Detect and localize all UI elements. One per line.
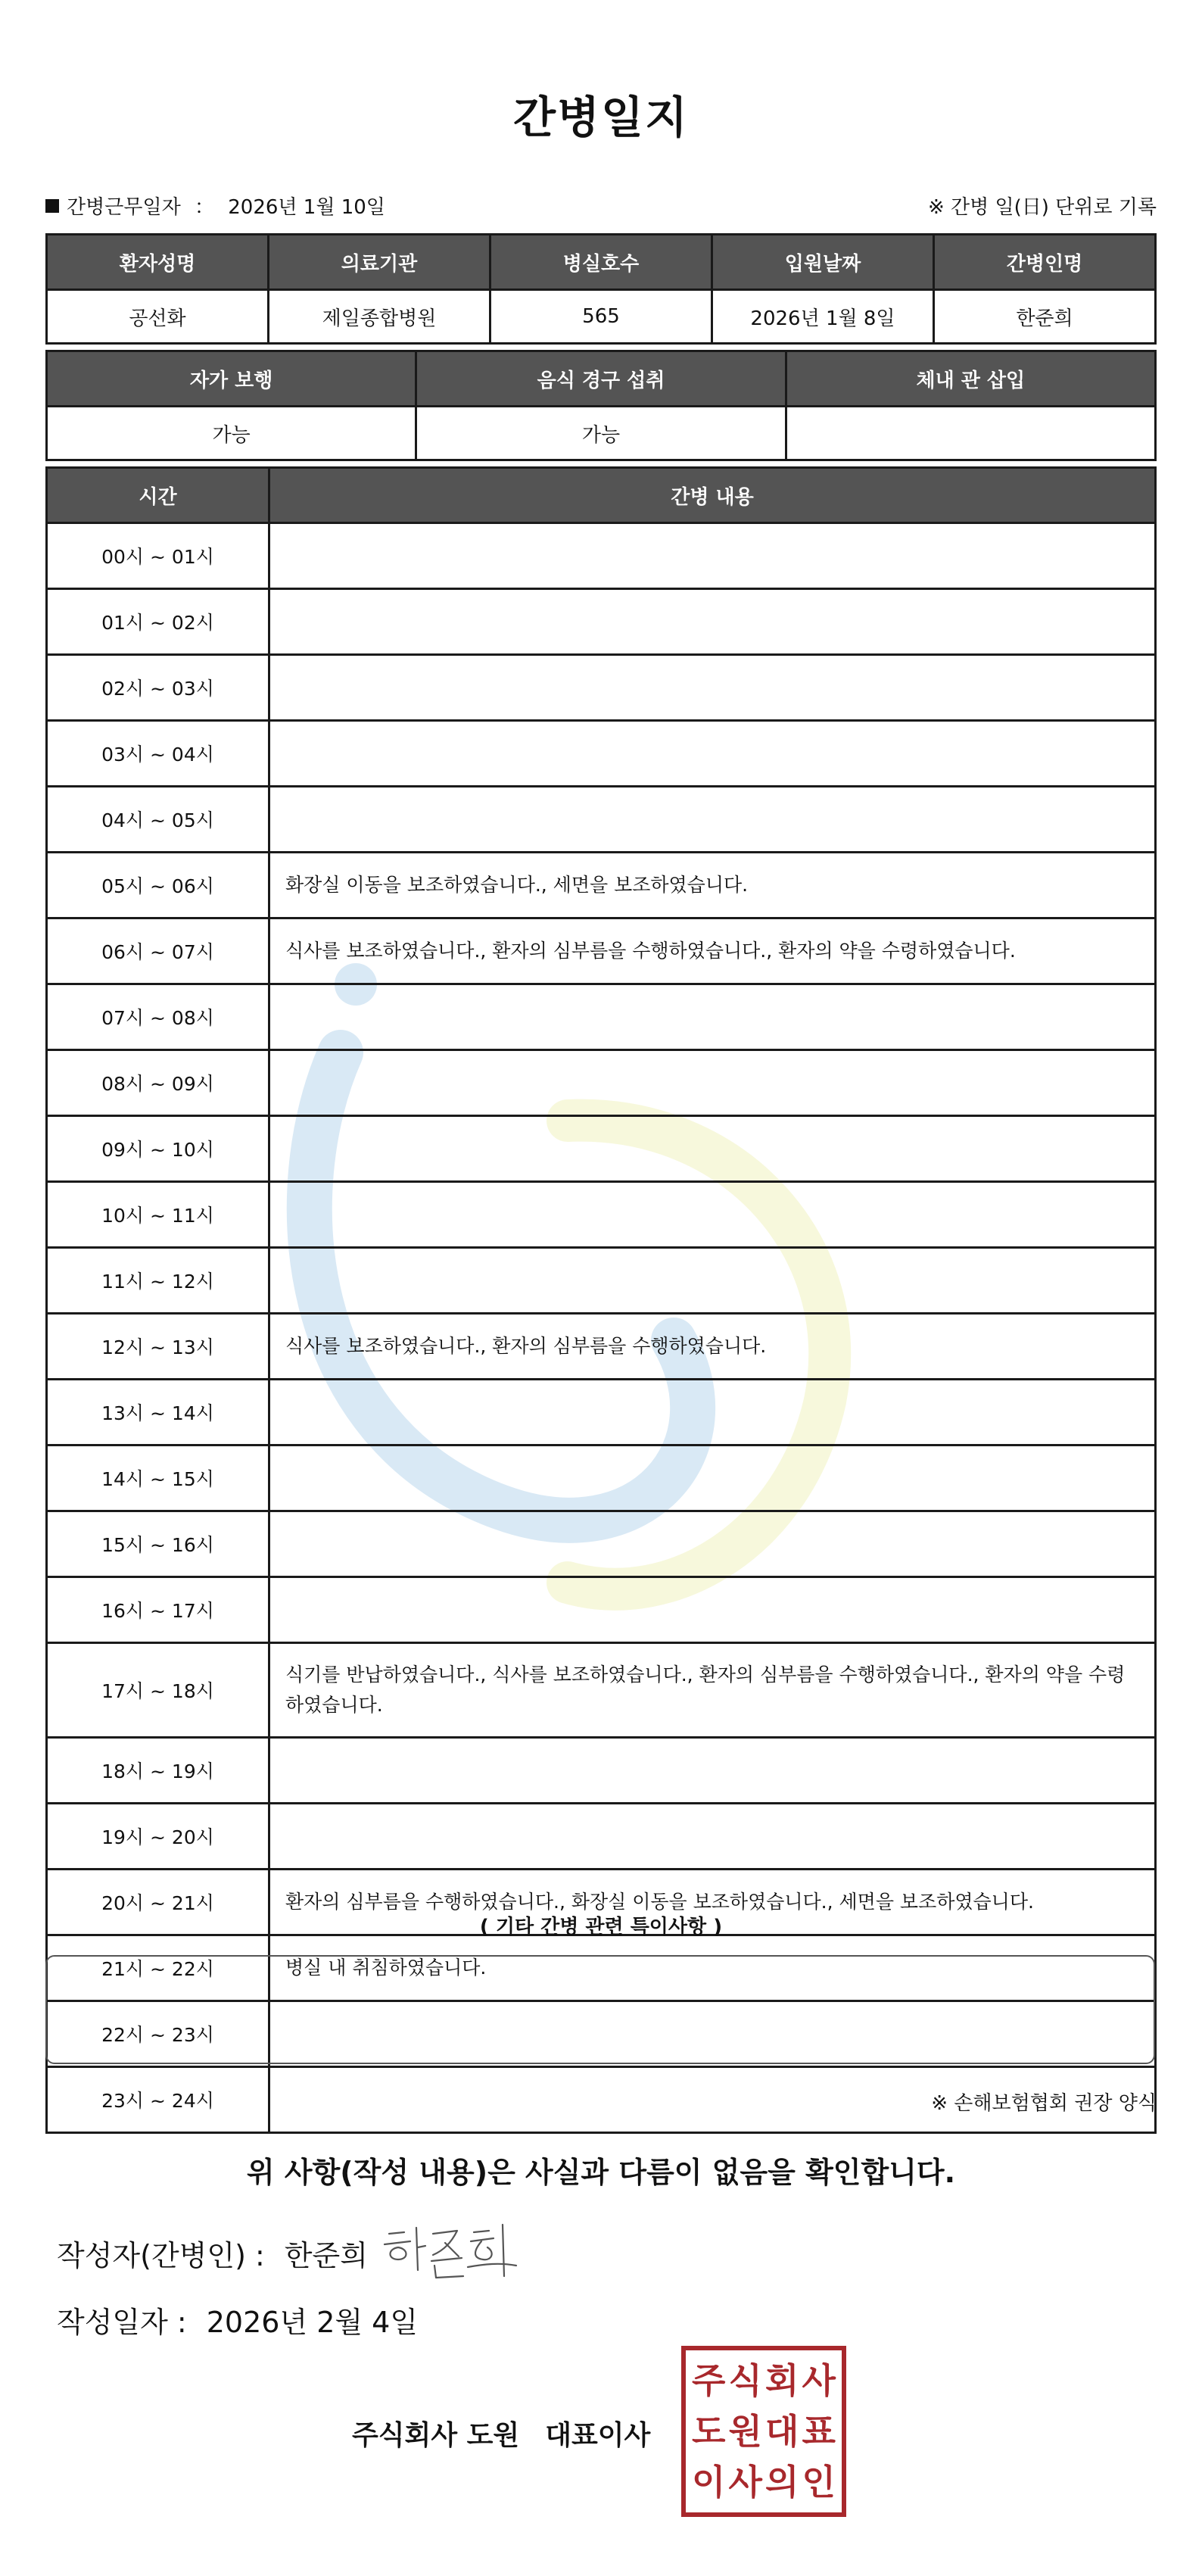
table-row — [47, 1445, 1156, 1511]
time-slot: 06시 ~ 07시 — [47, 918, 269, 984]
work-date-separator: ： — [194, 196, 214, 219]
time-slot: 12시 ~ 13시 — [47, 1314, 269, 1380]
patient-info-table — [45, 233, 1157, 345]
time-slot: 16시 ~ 17시 — [47, 1577, 269, 1643]
care-content — [269, 1248, 1156, 1314]
writer-name: 한준희 — [284, 2239, 368, 2272]
time-slot: 22시 ~ 23시 — [47, 2001, 269, 2067]
header-self-walking: 자가 보행 — [47, 351, 416, 407]
ceo-title: 대표이사 — [545, 2420, 651, 2451]
time-slot: 10시 ~ 11시 — [47, 1182, 269, 1248]
form-source-note: ※ 손해보험협회 권장 양식 — [931, 2092, 1157, 2115]
seal-glyph: 이 — [692, 2462, 726, 2503]
seal-glyph: 사 — [802, 2359, 836, 2401]
special-notes-box — [45, 1955, 1155, 2064]
hospital-name: 제일종합병원 — [269, 290, 490, 344]
document-title: 간병일지 — [512, 92, 690, 143]
written-date-line — [57, 2299, 418, 2341]
table-row — [47, 523, 1156, 589]
work-date — [45, 192, 385, 220]
header-tube-insertion: 체내 관 삽입 — [786, 351, 1155, 407]
seal-glyph: 표 — [802, 2410, 836, 2452]
table-row — [47, 918, 1156, 984]
care-content — [269, 1577, 1156, 1643]
table-row — [47, 787, 1156, 853]
table-row — [47, 1380, 1156, 1445]
room-number: 565 — [490, 290, 712, 344]
seal-glyph: 원 — [728, 2410, 762, 2452]
time-slot: 00시 ~ 01시 — [47, 523, 269, 589]
time-slot: 15시 ~ 16시 — [47, 1511, 269, 1577]
company-seal — [681, 2346, 846, 2517]
care-content: 환자의 심부름을 수행하였습니다., 화장실 이동을 보조하였습니다., 세면을 보조하였습니다. — [269, 1870, 1156, 1935]
table-row — [47, 1804, 1156, 1870]
care-content — [269, 1445, 1156, 1511]
care-content: 화장실 이동을 보조하였습니다., 세면을 보조하였습니다. — [269, 853, 1156, 918]
company-signature-line — [352, 2414, 650, 2453]
care-content — [269, 721, 1156, 787]
care-content — [269, 1182, 1156, 1248]
patient-status-table — [45, 350, 1157, 461]
table-row — [47, 721, 1156, 787]
time-slot: 18시 ~ 19시 — [47, 1738, 269, 1804]
company-name: 주식회사 도원 — [352, 2420, 520, 2451]
table-row — [47, 1182, 1156, 1248]
care-content: 식사를 보조하였습니다., 환자의 심부름을 수행하였습니다., 환자의 약을 수령하였습니다. — [269, 918, 1156, 984]
header-caregiver: 간병인명 — [934, 235, 1156, 290]
handwritten-signature — [378, 2217, 522, 2285]
header-patient-name: 환자성명 — [47, 235, 269, 290]
time-slot: 11시 ~ 12시 — [47, 1248, 269, 1314]
patient-name: 공선화 — [47, 290, 269, 344]
time-slot: 17시 ~ 18시 — [47, 1643, 269, 1738]
time-slot: 08시 ~ 09시 — [47, 1050, 269, 1116]
table-row — [47, 1511, 1156, 1577]
self-walking-value: 가능 — [47, 407, 416, 460]
care-content — [269, 984, 1156, 1050]
care-log-table — [45, 466, 1157, 2134]
care-content — [269, 1511, 1156, 1577]
header-oral-intake: 음식 경구 섭취 — [416, 351, 786, 407]
seal-glyph: 도 — [692, 2410, 726, 2452]
oral-intake-value: 가능 — [416, 407, 786, 460]
seal-glyph: 의 — [765, 2462, 799, 2503]
table-row — [47, 655, 1156, 721]
care-content — [269, 589, 1156, 655]
confirmation-statement: 위 사항(작성 내용)은 사실과 다름이 없음을 확인합니다. — [246, 2156, 956, 2189]
seal-glyph: 주 — [692, 2359, 726, 2401]
time-slot: 02시 ~ 03시 — [47, 655, 269, 721]
care-content: 식기를 반납하였습니다., 식사를 보조하였습니다., 환자의 심부름을 수행하였습니다., 환자의 약을 수령하였습니다. — [269, 1643, 1156, 1738]
care-content: 식사를 보조하였습니다., 환자의 심부름을 수행하였습니다. — [269, 1314, 1156, 1380]
header-time: 시간 — [47, 468, 269, 523]
admission-date: 2026년 1월 8일 — [712, 290, 934, 344]
table-row — [47, 1314, 1156, 1380]
table-row — [47, 1577, 1156, 1643]
black-square-icon — [45, 199, 59, 213]
time-slot: 05시 ~ 06시 — [47, 853, 269, 918]
care-content — [269, 523, 1156, 589]
table-row — [47, 1248, 1156, 1314]
care-content — [269, 1380, 1156, 1445]
table-row — [47, 1738, 1156, 1804]
work-date-label: 간병근무일자 — [67, 196, 181, 219]
time-slot: 21시 ~ 22시 — [47, 1935, 269, 2001]
written-date-label: 작성일자 : — [57, 2306, 187, 2339]
care-content — [269, 1050, 1156, 1116]
time-slot: 04시 ~ 05시 — [47, 787, 269, 853]
time-slot: 07시 ~ 08시 — [47, 984, 269, 1050]
time-slot: 20시 ~ 21시 — [47, 1870, 269, 1935]
written-date-value: 2026년 2월 4일 — [206, 2306, 419, 2339]
header-hospital: 의료기관 — [269, 235, 490, 290]
time-slot: 14시 ~ 15시 — [47, 1445, 269, 1511]
time-slot: 13시 ~ 14시 — [47, 1380, 269, 1445]
care-content — [269, 1738, 1156, 1804]
table-row — [47, 984, 1156, 1050]
time-slot: 03시 ~ 04시 — [47, 721, 269, 787]
table-row — [47, 853, 1156, 918]
work-date-value: 2026년 1월 10일 — [228, 196, 385, 219]
header-care-content: 간병 내용 — [269, 468, 1156, 523]
special-notes-title: ( 기타 간병 관련 특이사항 ) — [479, 1916, 723, 1938]
table-row — [47, 1116, 1156, 1182]
table-row — [47, 1643, 1156, 1738]
seal-glyph: 사 — [728, 2462, 762, 2503]
care-content: 병실 내 취침하였습니다. — [269, 1935, 1156, 2001]
seal-glyph: 식 — [728, 2359, 762, 2401]
table-row — [47, 589, 1156, 655]
caregiver-name: 한준희 — [934, 290, 1156, 344]
writer-label: 작성자(간병인) : — [57, 2239, 265, 2272]
header-room: 병실호수 — [490, 235, 712, 290]
table-row — [47, 1050, 1156, 1116]
seal-glyph: 대 — [765, 2410, 799, 2452]
seal-glyph: 회 — [765, 2359, 799, 2401]
tube-insertion-value — [786, 407, 1155, 460]
care-content — [269, 655, 1156, 721]
time-slot: 09시 ~ 10시 — [47, 1116, 269, 1182]
time-slot: 01시 ~ 02시 — [47, 589, 269, 655]
record-note: ※ 간병 일(日) 단위로 기록 — [927, 196, 1157, 219]
time-slot: 19시 ~ 20시 — [47, 1804, 269, 1870]
seal-glyph: 인 — [802, 2462, 836, 2503]
time-slot: 23시 ~ 24시 — [47, 2067, 269, 2133]
care-content — [269, 787, 1156, 853]
writer-line — [57, 2232, 368, 2274]
care-content — [269, 1804, 1156, 1870]
care-content — [269, 1116, 1156, 1182]
header-admission-date: 입원날짜 — [712, 235, 934, 290]
